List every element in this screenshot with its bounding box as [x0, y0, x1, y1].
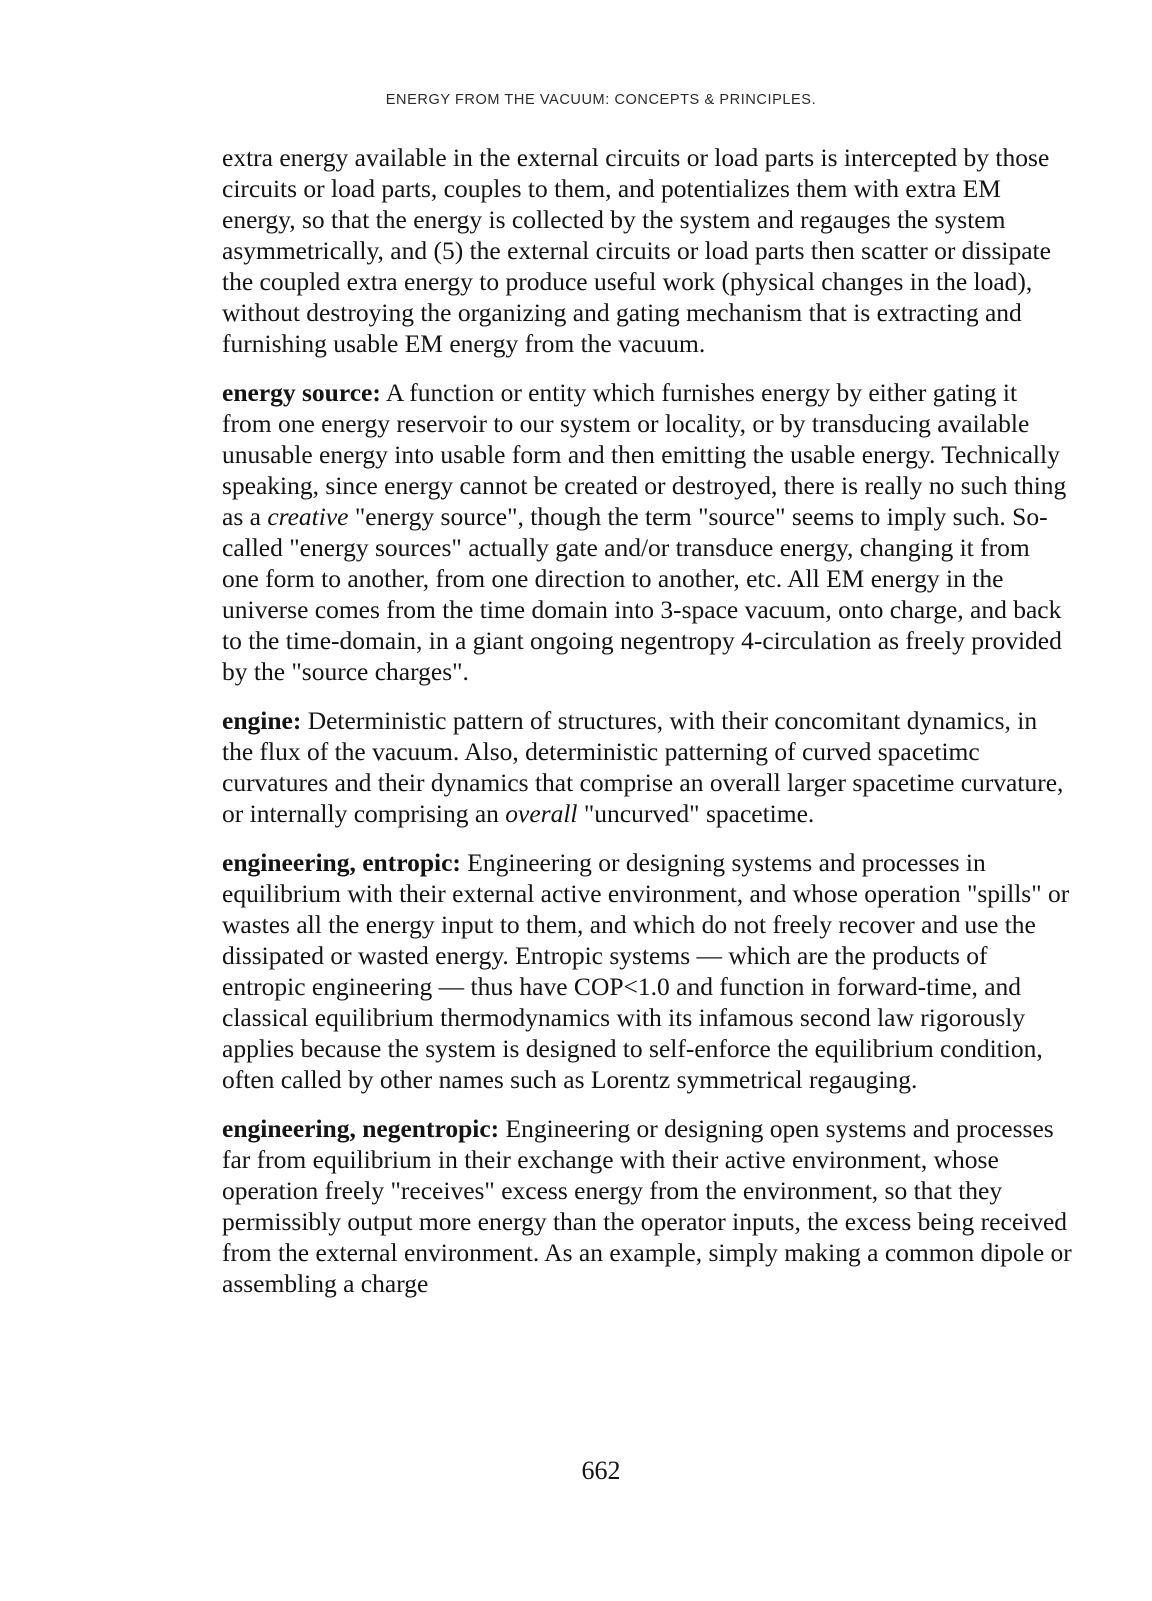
entry-text: Engineering or designing systems and processes in equilibrium with their external active environment, and whose operation "spills" or wastes all the energy input to them, and which do not freely recover and use the dissipated or wasted energy. Entropic systems — which are the products of entropic engineering — thus have COP<1.0 and function in forward-time, and classical equilibrium thermodynamics with its infamous second law rigorously applies because the system is designed to self-enforce the equilibrium condition, often called by other names such as Lorentz symmetrical regauging. [222, 848, 1070, 1094]
glossary-entry-engineering-negentropic [222, 1113, 1072, 1299]
entry-text-continued: "uncurved" spacetime. [577, 799, 815, 828]
glossary-entry-engine [222, 705, 1072, 829]
entry-term: energy source: [222, 378, 381, 407]
glossary-entry-energy-source [222, 377, 1072, 687]
entry-emphasis: overall [505, 799, 578, 828]
running-header: ENERGY FROM THE VACUUM: CONCEPTS & PRINCIPLES. [385, 92, 817, 108]
entry-text: Deterministic pattern of structures, with their concomitant dynamics, in the flux of the vacuum. Also, deterministic patterning of curved spacetimc curvatures and their dynamics that comprise an overall larger spacetime curvature, or internally comprising an [222, 706, 1064, 828]
continuation-paragraph: extra energy available in the external circuits or load parts is intercepted by those circuits or load parts, couples to them, and potentializes them with extra EM energy, so that the energy is collected by the system and regauges the system asymmetrically, and (5) the external circuits or load parts then scatter or dissipate the coupled extra energy to produce useful work (physical changes in the load), without destroying the organizing and gating mechanism that is extracting and furnishing usable EM energy from the vacuum. [222, 143, 1051, 358]
entry-term: engineering, negentropic: [222, 1114, 500, 1143]
page-number: 662 [581, 1456, 621, 1485]
entry-term: engineering, entropic: [222, 848, 461, 877]
entry-text: A function or entity which furnishes energy by either gating it from one energy reservoir to our system or locality, or by transducing available unusable energy into usable form and then emitting the usable energy. Technically speaking, since energy cannot be created or destroyed, there is really no such thing as a [222, 378, 1067, 531]
entry-emphasis: creative [267, 502, 349, 531]
entry-term: engine: [222, 706, 302, 735]
entry-text: Engineering or designing open systems and processes far from equilibrium in their exchange with their active environment, whose operation freely "receives" excess energy from the environment, so that they permissibly output more energy than the operator inputs, the excess being received from the external environment. As an example, simply making a common dipole or assembling a charge [222, 1114, 1072, 1298]
entry-text-continued: "energy source", though the term "source" seems to imply such. So-called "energy sources" actually gate and/or transduce energy, changing it from one form to another, from one direction to another, etc. All EM energy in the universe comes from the time domain into 3-space vacuum, onto charge, and back to the time-domain, in a giant ongoing negentropy 4-circulation as freely provided by the "source charges". [222, 502, 1062, 686]
page-body [222, 142, 1072, 1317]
glossary-entry-engineering-entropic [222, 847, 1072, 1095]
